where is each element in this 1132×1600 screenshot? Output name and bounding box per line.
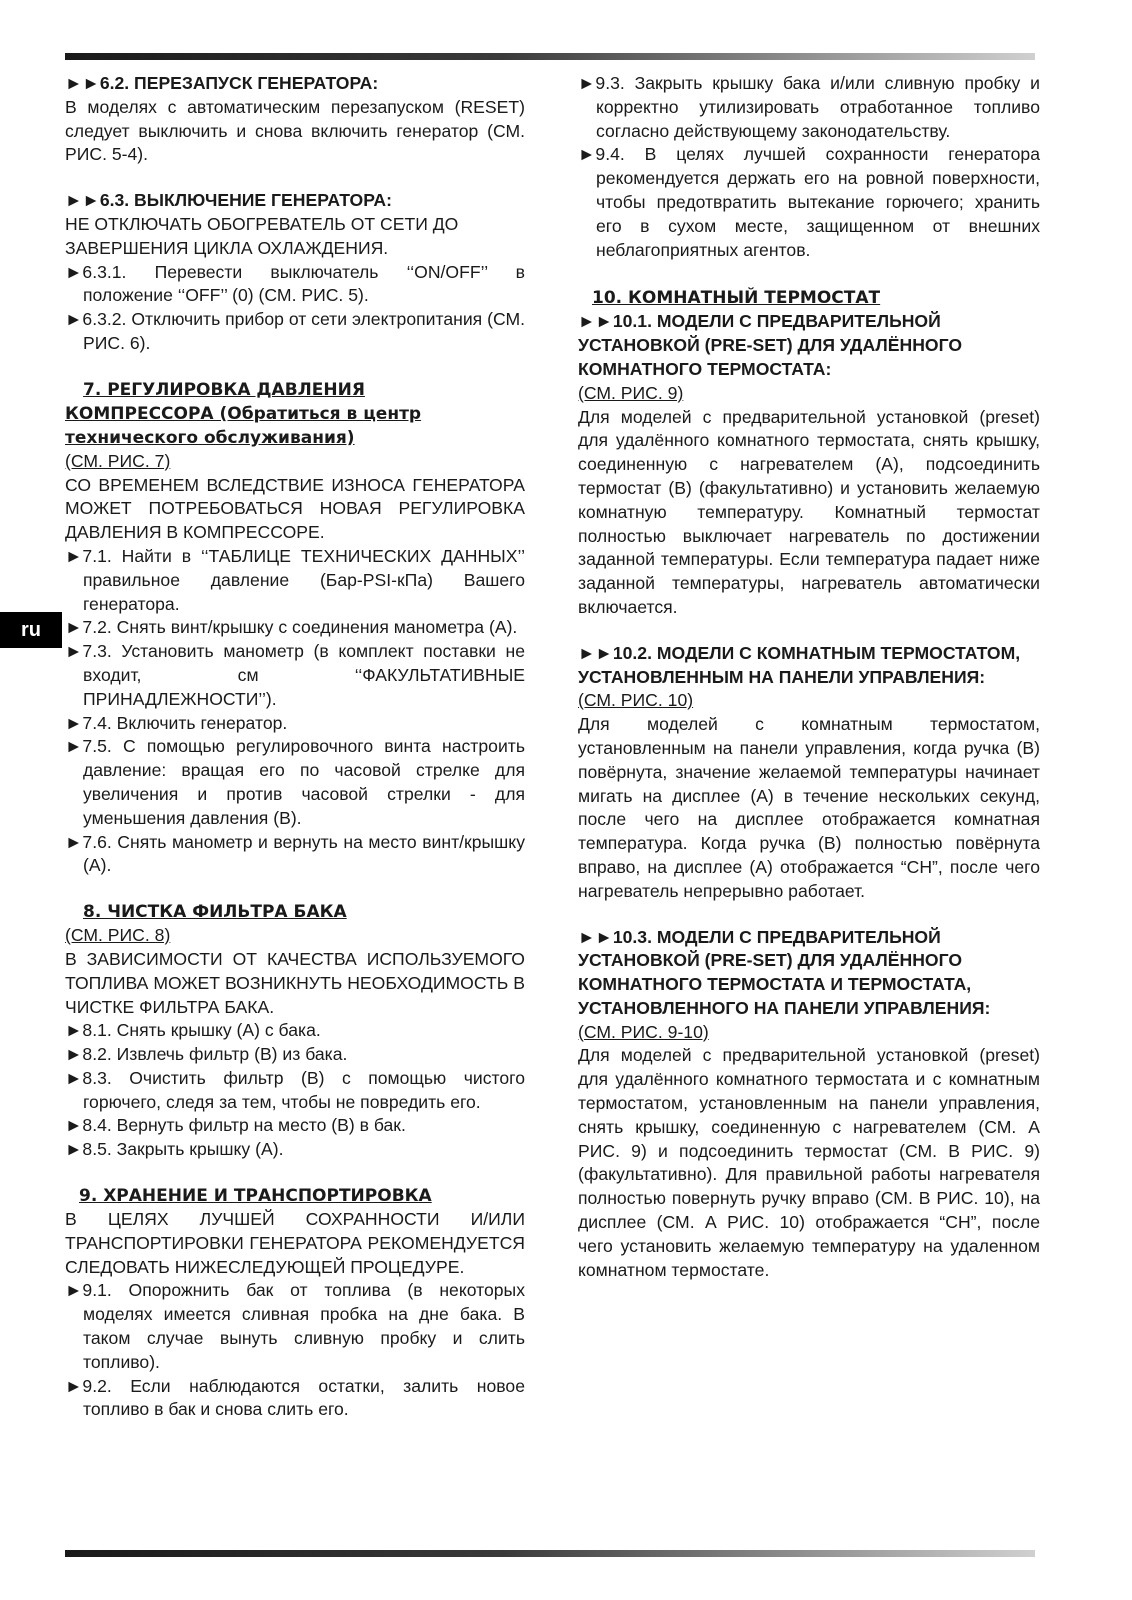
list-item: ►8.3. Очистить фильтр (В) с помощью чистого горючего, следя за тем, чтобы не повредить его.	[65, 1067, 525, 1112]
list-item: ►9.4. В целях лучшей сохранности генератора рекомендуется держать его на ровной поверхности, чтобы предотвратить вытекание горючего; хранить его в сухом месте, защищенном от внешних неблагоприятных агентов.	[578, 144, 1040, 260]
left-column	[65, 72, 525, 1422]
section-10-1-text: Для моделей с предварительной установкой (preset) для удалённого комнатного термостата, снять крышку, соединенную с нагревателем (А), подсоединить термостат (В) (факультативно) и установить желаемую комнатную температуру. Комнатный термостат полностью выключает нагреватель по достижении заданной температуры. Если температура падает ниже заданной температуры, нагреватель автоматически включается.	[578, 406, 1040, 617]
right-column	[578, 72, 1040, 1282]
section-10-2-text: Для моделей с комнатным термостатом, установленным на панели управления, когда ручка (В) повёрнута, значение желаемой температуры начинает мигать на дисплее (А) в течение нескольких секунд, после чего на дисплее отображается комнатная температура. Когда ручка (В) полностью повёрнута вправо, на дисплее (А) отображается “CH”, после чего нагреватель непрерывно работает.	[578, 714, 1040, 901]
section-10-2-figure-ref: (СМ. РИС. 10)	[578, 690, 694, 711]
list-item: ►8.1. Снять крышку (А) с бака.	[65, 1020, 321, 1041]
list-item: ►8.5. Закрыть крышку (А).	[65, 1139, 284, 1160]
list-item: ►8.2. Извлечь фильтр (В) из бака.	[65, 1044, 348, 1065]
section-7-title-line2: КОМПРЕССОРА (Обратиться в центр	[65, 403, 422, 424]
section-6-2-text: В моделях с автоматическим перезапуском (RESET) следует выключить и снова включить генератор (СМ. РИС. 5-4).	[65, 96, 525, 165]
section-10-3-figure-ref: (СМ. РИС. 9-10)	[578, 1021, 709, 1042]
section-10-1-title: ►►10.1. МОДЕЛИ С ПРЕДВАРИТЕЛЬНОЙ УСТАНОВКОЙ (PRE-SET) ДЛЯ УДАЛЁННОГО КОМНАТНОГО ТЕРМОСТАТА:	[578, 311, 963, 379]
section-7-figure-ref: (СМ. РИС. 7)	[65, 450, 171, 471]
list-item: ►9.2. Если наблюдаются остатки, залить новое топливо в бак и снова слить его.	[65, 1375, 525, 1420]
list-item: ►8.4. Вернуть фильтр на место (В) в бак.	[65, 1115, 406, 1136]
section-10-3-text: Для моделей с предварительной установкой (preset) для удалённого комнатного термостата и с комнатным термостатом, установленным на панели управления, снять крышку, соединенную с нагревателем (СМ. А РИС. 9) и подсоединить термостат (СМ. В РИС. 9) (факультативно). Для правильной работы нагревателя полностью повернуть ручку вправо (СМ. В РИС. 10), на дисплее (СМ. А РИС. 10) отображается “CH”, после чего установить желаемую температуру на удаленном комнатном термостате.	[578, 1045, 1040, 1280]
section-6-2-title: ►►6.2. ПЕРЕЗАПУСК ГЕНЕРАТОРА:	[65, 73, 379, 93]
section-10-3-title: ►►10.3. МОДЕЛИ С ПРЕДВАРИТЕЛЬНОЙ УСТАНОВКОЙ (PRE-SET) ДЛЯ УДАЛЁННОГО КОМНАТНОГО ТЕРМОСТАТА И ТЕРМОСТАТА, УСТАНОВЛЕННОГО НА ПАНЕЛИ УПРАВЛЕНИЯ:	[578, 926, 991, 1018]
section-10-1-figure-ref: (СМ. РИС. 9)	[578, 382, 684, 403]
section-8-title: 8. ЧИСТКА ФИЛЬТРА БАКА	[83, 902, 347, 923]
section-8-text: В ЗАВИСИМОСТИ ОТ КАЧЕСТВА ИСПОЛЬЗУЕМОГО ТОПЛИВА МОЖЕТ ВОЗНИКНУТЬ НЕОБХОДИМОСТЬ В ЧИСТКЕ ФИЛЬТРА БАКА.	[65, 948, 525, 1017]
list-item: ►9.3. Закрыть крышку бака и/или сливную пробку и корректно утилизировать отработанное топливо согласно действующему законодательству.	[578, 73, 1040, 141]
list-item: ►7.6. Снять манометр и вернуть на место винт/крышку (А).	[65, 831, 525, 876]
list-item: ►7.3. Установить манометр (в комплект поставки не входит, см ‘‘ФАКУЛЬТАТИВНЫЕ ПРИНАДЛЕЖНОСТИ’’).	[65, 641, 525, 709]
list-item: ►6.3.2. Отключить прибор от сети электропитания (СМ. РИС. 6).	[65, 309, 525, 353]
section-7-text: СО ВРЕМЕНЕМ ВСЛЕДСТВИЕ ИЗНОСА ГЕНЕРАТОРА МОЖЕТ ПОТРЕБОВАТЬСЯ НОВАЯ РЕГУЛИРОВКА ДАВЛЕНИЯ В КОМПРЕССОРЕ.	[65, 474, 525, 543]
section-7-title-line1: 7. РЕГУЛИРОВКА ДАВЛЕНИЯ	[83, 379, 365, 400]
section-8-figure-ref: (СМ. РИС. 8)	[65, 925, 171, 946]
section-9-title: 9. ХРАНЕНИЕ И ТРАНСПОРТИРОВКА	[79, 1186, 432, 1207]
list-item: ►9.1. Опорожнить бак от топлива (в некоторых моделях имеется сливная пробка на дне бака. В таком случае вынуть сливную пробку и слить топливо).	[65, 1280, 525, 1372]
section-7-title-line3: технического обслуживания)	[65, 427, 355, 448]
section-9-text: В ЦЕЛЯХ ЛУЧШЕЙ СОХРАННОСТИ И/ИЛИ ТРАНСПОРТИРОВКИ ГЕНЕРАТОРА РЕКОМЕНДУЕТСЯ СЛЕДОВАТЬ НИЖЕСЛЕДУЮЩЕЙ ПРОЦЕДУРЕ.	[65, 1209, 525, 1277]
list-item: ►7.1. Найти в ‘‘ТАБЛИЦЕ ТЕХНИЧЕСКИХ ДАННЫХ’’ правильное давление (Бар-PSI-кПа) Вашего генератора.	[65, 545, 525, 614]
list-item: ►7.2. Снять винт/крышку с соединения манометра (А).	[65, 617, 518, 638]
list-item: ►7.5. С помощью регулировочного винта настроить давление: вращая его по часовой стрелке для увеличения и против часовой стрелки - для уменьшения давления (В).	[65, 736, 525, 828]
top-rule	[65, 53, 1035, 60]
section-6-3-title: ►►6.3. ВЫКЛЮЧЕНИЕ ГЕНЕРАТОРА:	[65, 190, 392, 211]
list-item: ►7.4. Включить генератор.	[65, 712, 288, 733]
section-6-3-warning: НЕ ОТКЛЮЧАТЬ ОБОГРЕВАТЕЛЬ ОТ СЕТИ ДО ЗАВЕРШЕНИЯ ЦИКЛА ОХЛАЖДЕНИЯ.	[65, 213, 459, 258]
bottom-rule	[65, 1550, 1035, 1557]
section-10-title: 10. КОМНАТНЫЙ ТЕРМОСТАТ	[592, 288, 881, 309]
section-10-2-title: ►►10.2. МОДЕЛИ С КОМНАТНЫМ ТЕРМОСТАТОМ, УСТАНОВЛЕННЫМ НА ПАНЕЛИ УПРАВЛЕНИЯ:	[578, 642, 1021, 687]
list-item: ►6.3.1. Перевести выключатель ‘‘ON/OFF’’ в положение ‘‘OFF’’ (0) (СМ. РИС. 5).	[65, 261, 525, 306]
language-tab: ru	[0, 612, 62, 648]
